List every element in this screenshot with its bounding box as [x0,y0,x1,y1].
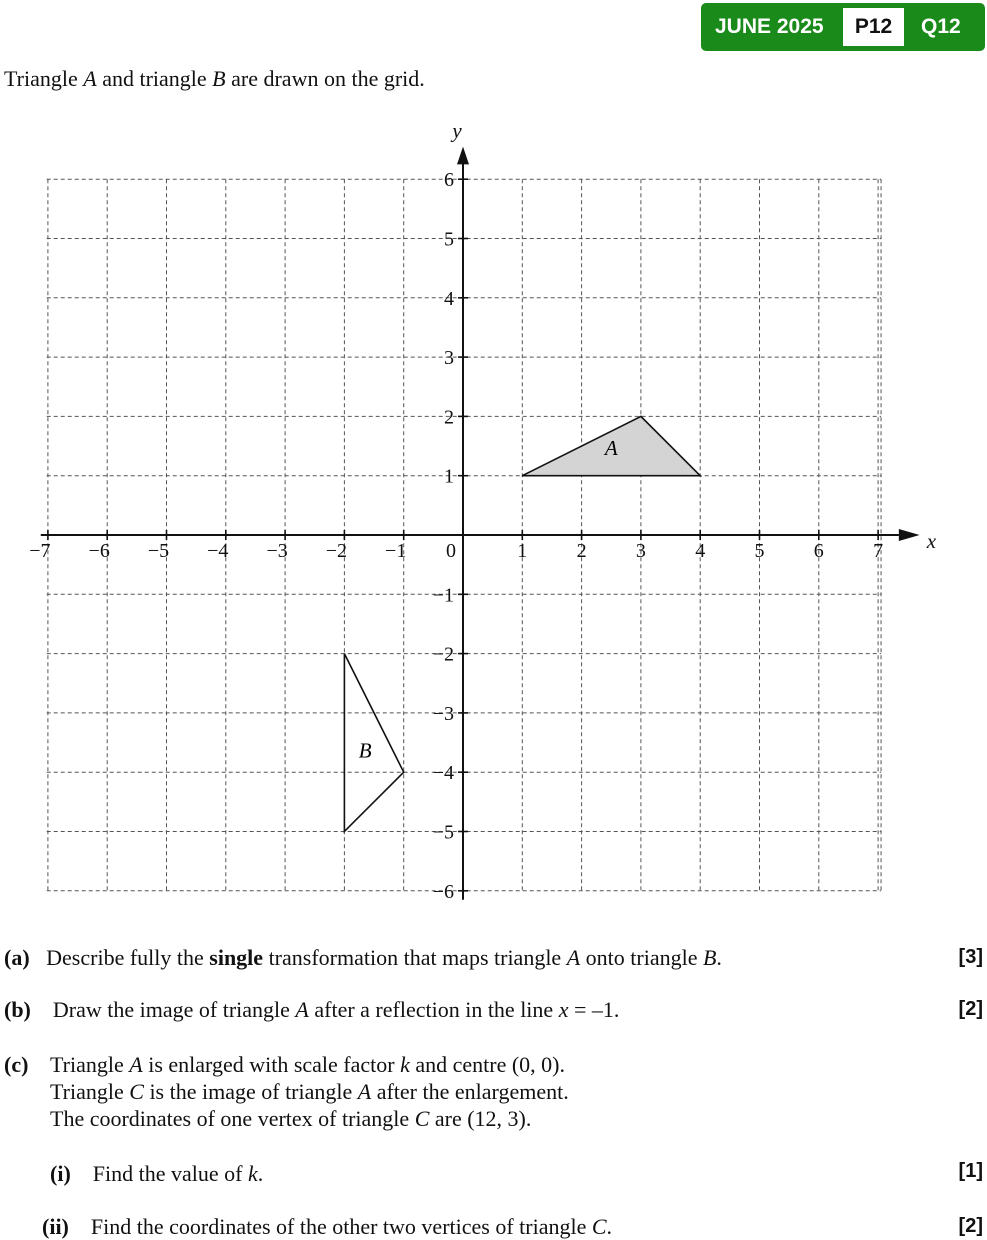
x-tick-label: 4 [695,540,706,562]
y-tick-label: 2 [444,406,454,429]
x-axis-arrow [899,529,920,541]
part-c-line-2: Triangle C is the image of triangle A after the enlargement. [50,1079,569,1104]
y-tick-label: −1 [432,584,454,607]
coordinate-grid [0,120,987,900]
question-badge [701,3,985,51]
triangle-b-label: B [358,738,372,763]
triangle-b [344,654,403,832]
triangle-a-label: A [604,435,618,460]
x-tick-label: 5 [754,540,765,562]
part-b: (b) Draw the image of triangle A after a reflection in the line x = –1. [4,997,620,1022]
x-tick-label: −7 [29,540,51,562]
y-tick-label: −6 [432,880,454,900]
part-b-marks: [2] [958,998,983,1020]
part-c-i: (i) Find the value of k. [50,1161,264,1186]
x-tick-label: −4 [207,540,229,562]
part-c-i-label: (i) [50,1161,71,1186]
session-label: JUNE 2025 [715,15,824,38]
x-tick-label: 2 [576,540,587,562]
part-a-label: (a) [4,945,30,970]
x-tick-label: −5 [147,540,170,562]
y-tick-label: 5 [444,228,454,251]
y-tick-label: 4 [444,287,454,310]
x-tick-label: 0 [446,540,456,562]
y-tick-label: −4 [432,762,454,785]
part-a-marks: [3] [958,946,983,968]
y-tick-label: −5 [432,821,454,844]
x-tick-label: 1 [517,540,528,562]
y-tick-label: −2 [432,643,454,666]
part-c-line-3: The coordinates of one vertex of triangle C are (12, 3). [50,1106,532,1131]
part-c-i-marks: [1] [958,1160,983,1182]
y-tick-label: 1 [444,465,454,488]
part-c-line-1: Triangle A is enlarged with scale factor k and centre (0, 0). [50,1052,566,1077]
part-c-ii: (ii) Find the coordinates of the other two vertices of triangle C. [42,1214,613,1239]
part-c-ii-label: (ii) [42,1214,69,1239]
y-tick-label: 6 [444,169,454,192]
y-axis-label: y [452,120,462,143]
x-tick-label: −6 [88,540,110,562]
y-tick-label: −3 [432,702,454,725]
part-c-ii-marks: [2] [958,1215,983,1237]
part-c-label: (c) [4,1052,29,1077]
axes [41,147,920,900]
x-axis-label: x [926,529,937,553]
part-c-label-wrap [4,1051,28,1078]
paper-label: P12 [843,8,904,46]
x-tick-label: −3 [266,540,288,562]
part-c [50,1051,569,1132]
tick-labels [29,120,937,900]
x-tick-label: 6 [813,540,824,562]
intro-text: Triangle A and triangle B are drawn on the grid. [4,66,425,91]
y-axis-arrow [457,147,469,165]
part-a: (a) Describe fully the single transformation that maps triangle A onto triangle B. [4,945,722,970]
y-tick-label: 3 [444,347,454,370]
x-tick-label: −2 [325,540,348,562]
x-tick-label: 3 [635,540,646,562]
x-tick-label: 7 [873,540,884,562]
part-b-label: (b) [4,997,31,1022]
x-tick-label: −1 [385,540,407,562]
question-number: Q12 [921,15,961,38]
